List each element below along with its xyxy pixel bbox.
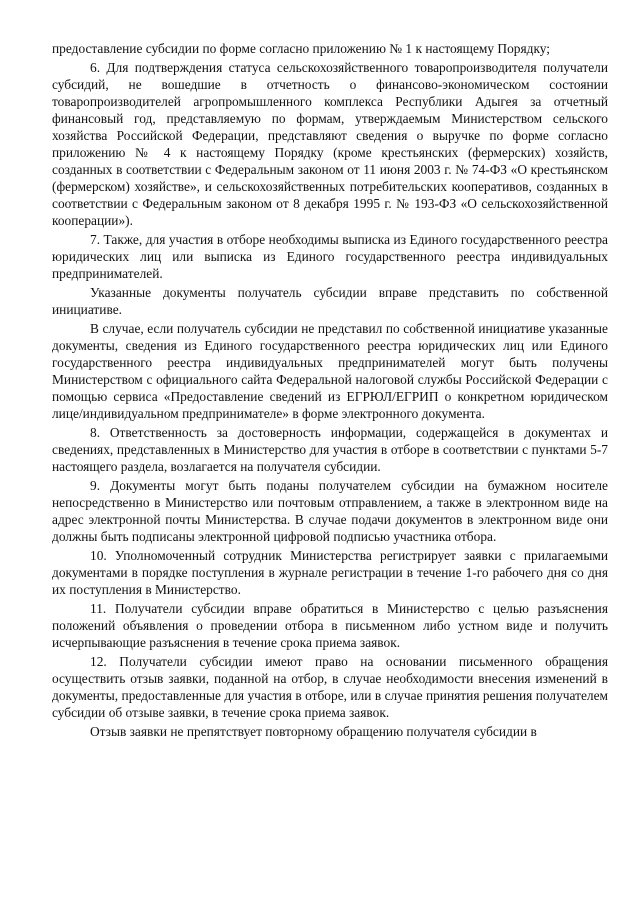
paragraph-10: 10. Уполномоченный сотрудник Министерства регистрирует заявки с прилагаемыми документами в порядке поступления в журнале регистрации в течение 1-го рабочего дня со дня их поступления в Министерство. (52, 548, 608, 597)
paragraph-8: 8. Ответственность за достоверность информации, содержащейся в документах и сведениях, представленных в Министерство для участия в отборе в соответствии с пунктами 5-7 настоящего раздела, возлагается на получателя субсидии. (52, 425, 608, 474)
paragraph-12-withdrawal: Отзыв заявки не препятствует повторному обращению получателя субсидии в (90, 724, 537, 739)
paragraph-7-documents-right: Указанные документы получатель субсидии вправе представить по собственной инициативе. (52, 285, 608, 317)
paragraph-6: 6. Для подтверждения статуса сельскохозяйственного товаропроизводителя получатели субсидий, не вошедшие в отчетность о финансово-экономическом состоянии товаропроизводителей агропромышленного комплекса Республики Адыгея за отчетный финансовый год, представляемую по формам, утверждаемым Министерством сельского хозяйства Российской Федерации, представляют сведения о выручке по форме согласно приложению № 4 к настоящему Порядку (кроме крестьянских (фермерских) хозяйств, созданных в соответствии с Федеральным законом от 11 июня 2003 г. № 74-ФЗ «О крестьянском (фермерском) хозяйстве», и сельскохозяйственных потребительских кооперативов, созданных в соответствии с Федеральным законом от 8 декабря 1995 г. № 193-ФЗ «О сельскохозяйственной кооперации»). (52, 60, 608, 228)
paragraph-continuation: предоставление субсидии по форме согласно приложению № 1 к настоящему Порядку; (52, 41, 551, 56)
paragraph-9: 9. Документы могут быть поданы получателем субсидии на бумажном носителе непосредственно в Министерство или почтовым отправлением, а также в электронном виде на адрес электронной почты Министерства. В случае подачи документов в электронном виде они должны быть подписаны электронной цифровой подписью участника отбора. (52, 478, 608, 544)
paragraph-7-registry-request: В случае, если получатель субсидии не представил по собственной инициативе указанные документы, сведения из Единого государственного реестра юридических лиц или Единого государственного реестра индивидуальных предпринимателей могут быть получены Министерством с официального сайта Федеральной налоговой службы Российской Федерации с помощью сервиса «Предоставление сведений из ЕГРЮЛ/ЕГРИП о конкретном юридическом лице/индивидуальном предпринимателе» в форме электронного документа. (52, 321, 608, 421)
paragraph-7: 7. Также, для участия в отборе необходимы выписка из Единого государственного реестра юридических лиц или выписка из Единого государственного реестра индивидуальных предпринимателей. (52, 232, 608, 281)
paragraph-12: 12. Получатели субсидии имеют право на основании письменного обращения осуществить отзыв заявки, поданной на отбор, в случае необходимости внесения изменений в документы, предоставленные для участия в отборе, или в случае принятия решения получателем субсидии об отзыве заявки, в течение срока приема заявок. (52, 654, 608, 720)
paragraph-11: 11. Получатели субсидии вправе обратиться в Министерство с целью разъяснения положений объявления о проведении отбора в письменном либо устном виде и получить исчерпывающие разъяснения в течение срока приема заявок. (52, 601, 608, 650)
